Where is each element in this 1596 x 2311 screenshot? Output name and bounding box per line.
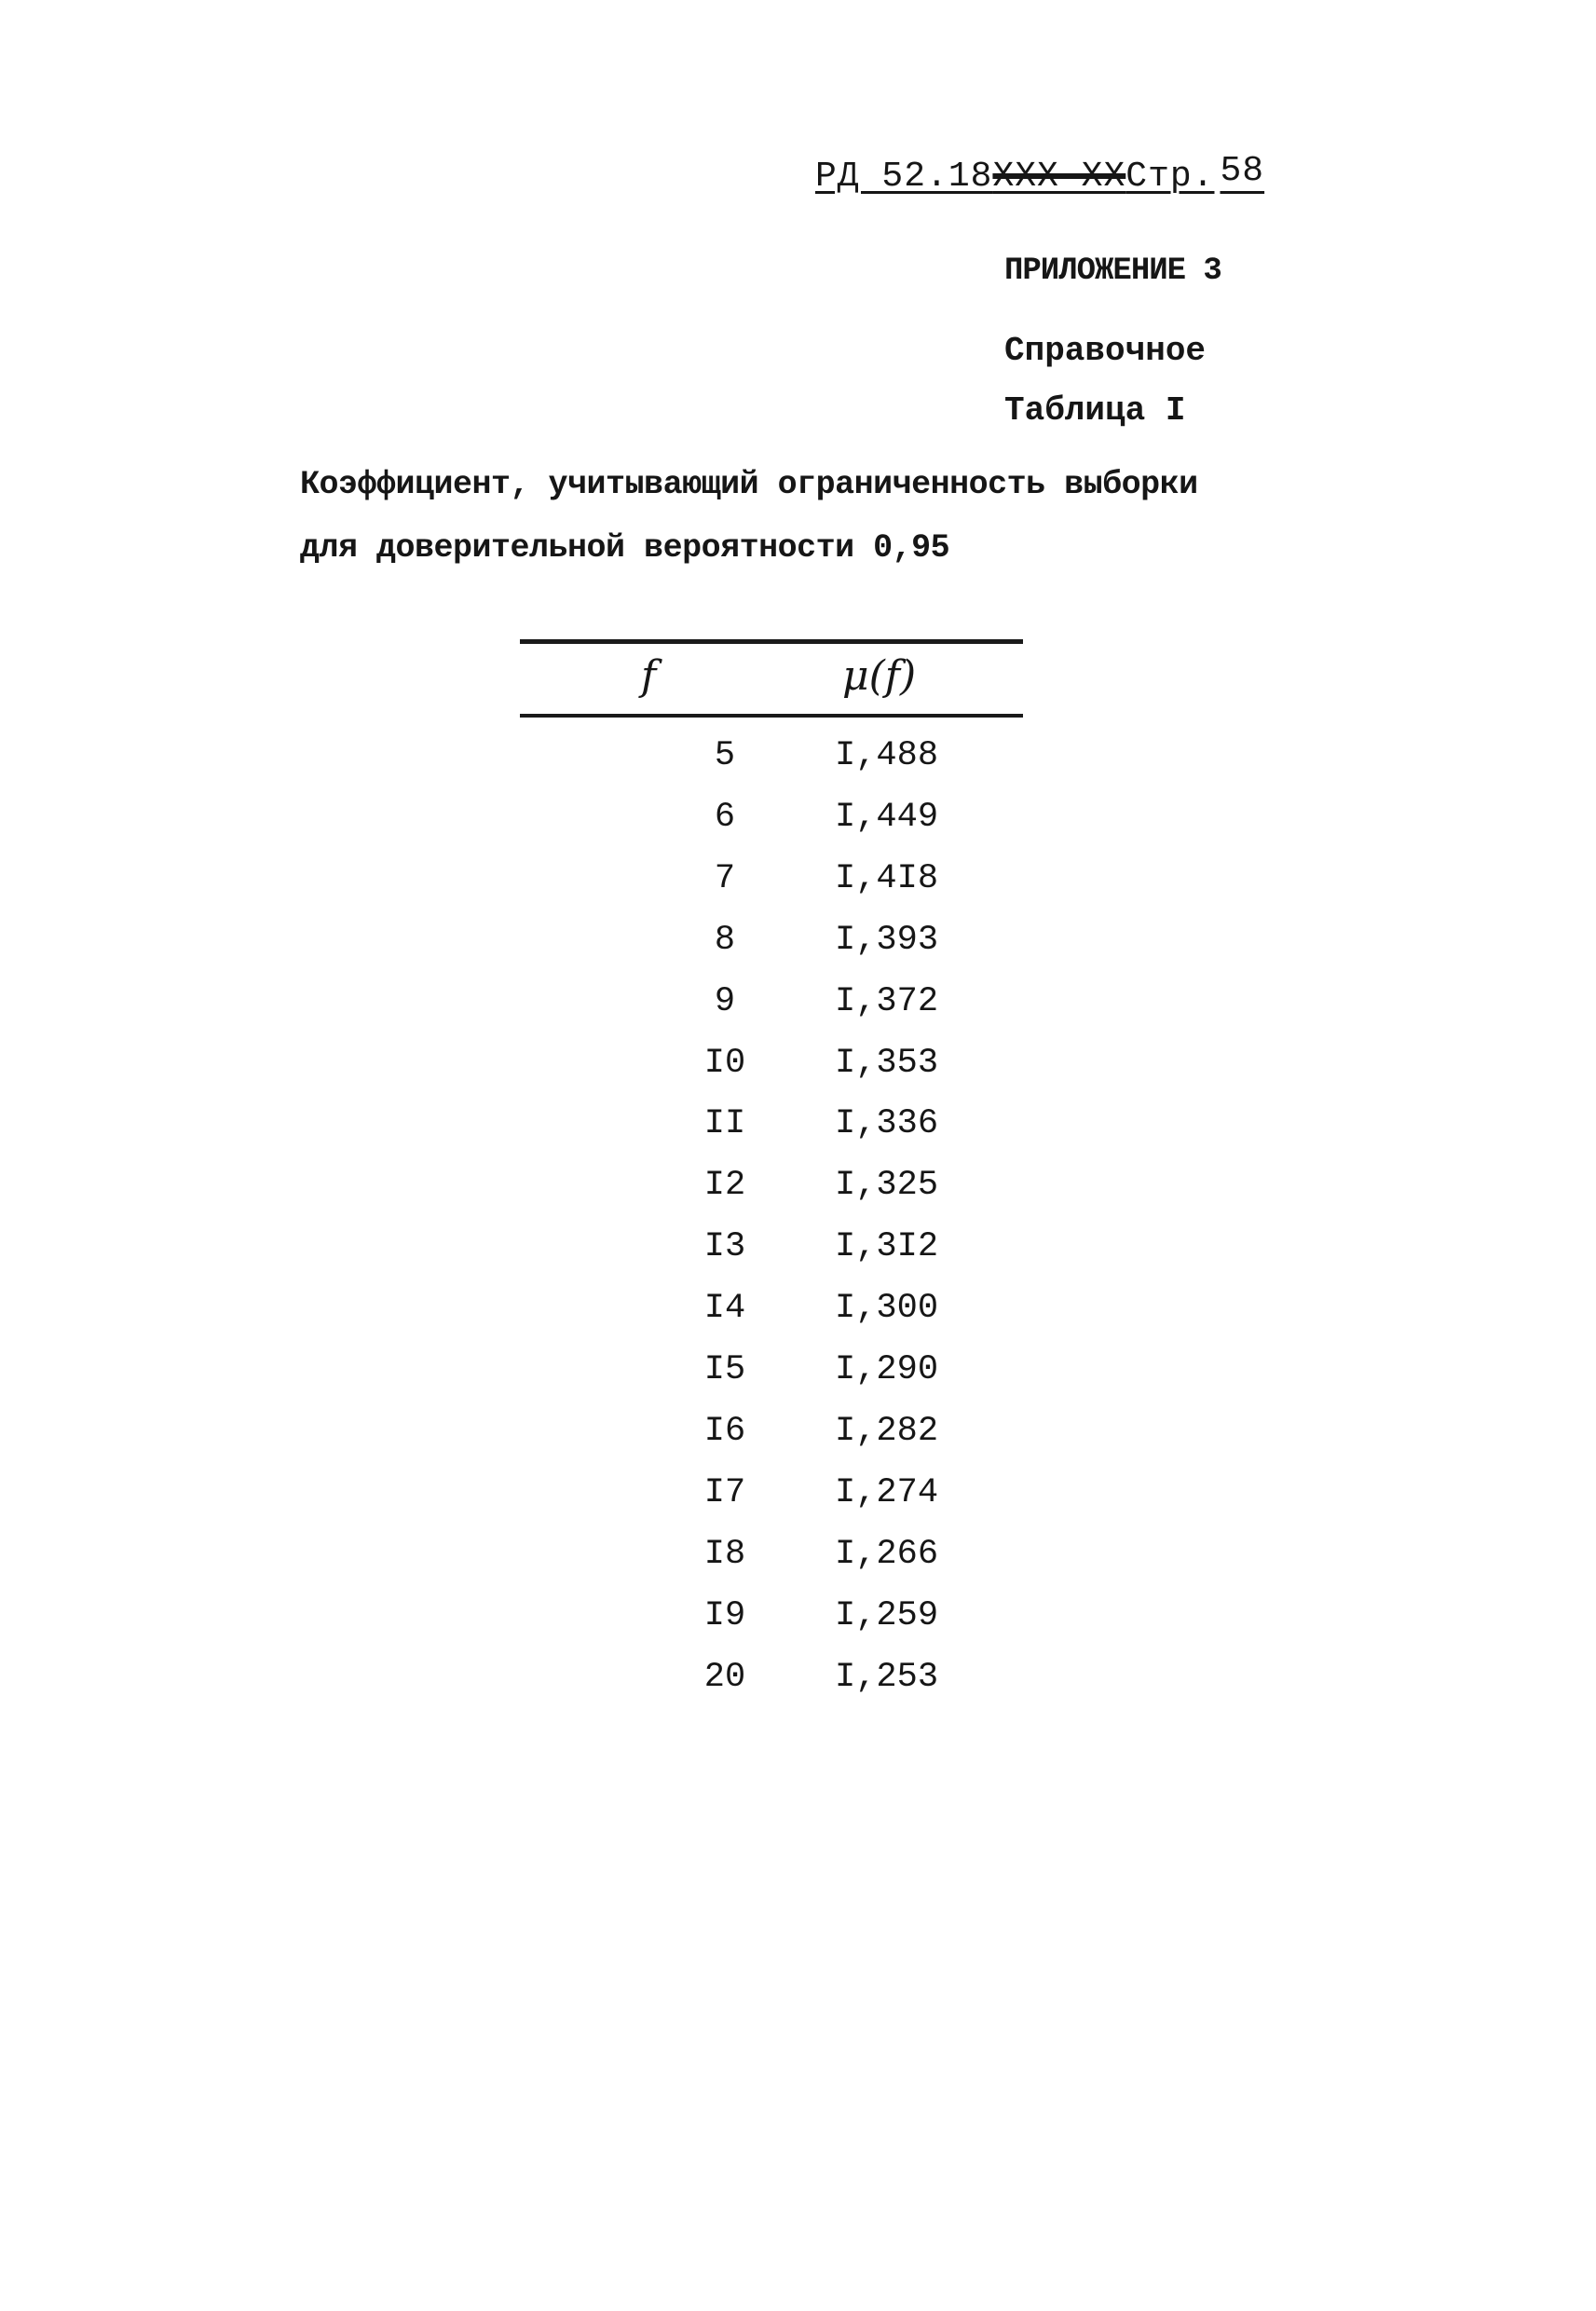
- table-top-rule: [520, 639, 1023, 644]
- cell-f: I8: [703, 1534, 746, 1574]
- cell-mu: I,353: [835, 1043, 939, 1083]
- table-row: [520, 1104, 1023, 1166]
- cell-mu: I,4I8: [835, 858, 939, 898]
- cell-f: I9: [703, 1595, 746, 1635]
- appendix-title: ПРИЛОЖЕНИЕ 3: [1004, 253, 1221, 289]
- table-row: [520, 1350, 1023, 1412]
- cell-f: II: [703, 1104, 746, 1144]
- cell-mu: I,3I2: [835, 1227, 939, 1267]
- table-row: [520, 1658, 1023, 1719]
- table-row: [520, 1535, 1023, 1596]
- cell-mu: I,488: [835, 736, 939, 775]
- cell-mu: I,282: [835, 1411, 939, 1451]
- table-row: [520, 1412, 1023, 1473]
- cell-mu: I,336: [835, 1104, 939, 1144]
- cell-f: 20: [703, 1657, 746, 1697]
- cell-f: 8: [714, 920, 736, 960]
- cell-mu: I,274: [835, 1472, 939, 1512]
- table-row: [520, 736, 1023, 798]
- table-row: [520, 982, 1023, 1044]
- cell-mu: I,393: [835, 920, 939, 960]
- table-row: [520, 1473, 1023, 1535]
- cell-f: 5: [714, 736, 736, 775]
- table-row: [520, 1044, 1023, 1105]
- page-number: 58: [1220, 151, 1265, 191]
- cell-mu: I,259: [835, 1595, 939, 1635]
- cell-f: I3: [703, 1227, 746, 1267]
- cell-f: 6: [714, 797, 736, 837]
- cell-f: I7: [703, 1472, 746, 1512]
- table-row: [520, 1166, 1023, 1227]
- cell-mu: I,266: [835, 1534, 939, 1574]
- cell-f: 9: [714, 981, 736, 1021]
- table-row: [520, 1596, 1023, 1658]
- cell-f: 7: [714, 858, 736, 898]
- table-number: Таблица I: [1004, 391, 1186, 430]
- table-row: [520, 1289, 1023, 1350]
- cell-mu: I,290: [835, 1350, 939, 1389]
- document-code-struck: ХХХ-ХХ: [992, 157, 1126, 197]
- table-row: [520, 798, 1023, 859]
- cell-f: I2: [703, 1166, 746, 1206]
- page-label: Стр.: [1125, 157, 1215, 197]
- cell-mu: I,300: [835, 1289, 939, 1329]
- table-caption-line-2: для доверительной вероятности 0,95: [300, 529, 950, 567]
- table-row: [520, 921, 1023, 982]
- table-row: [520, 859, 1023, 921]
- document-code: РД 52.18ХХХ-ХХСтр.: [815, 157, 1215, 197]
- column-header-f: f: [641, 652, 657, 700]
- cell-mu: I,449: [835, 797, 939, 837]
- cell-f: I0: [703, 1043, 746, 1083]
- cell-mu: I,372: [835, 981, 939, 1021]
- table-caption-line-1: Коэффициент, учитывающий ограниченность выборки: [300, 466, 1198, 503]
- table-row: [520, 1227, 1023, 1289]
- table-header-rule: [520, 714, 1023, 718]
- appendix-type: Справочное: [1004, 332, 1207, 370]
- document-code-header: [815, 151, 1265, 197]
- cell-f: I6: [703, 1411, 746, 1451]
- cell-f: I5: [703, 1350, 746, 1389]
- cell-mu: I,325: [835, 1166, 939, 1206]
- column-header-mu: μ(f): [842, 652, 917, 700]
- cell-mu: I,253: [835, 1657, 939, 1697]
- cell-f: I4: [703, 1289, 746, 1329]
